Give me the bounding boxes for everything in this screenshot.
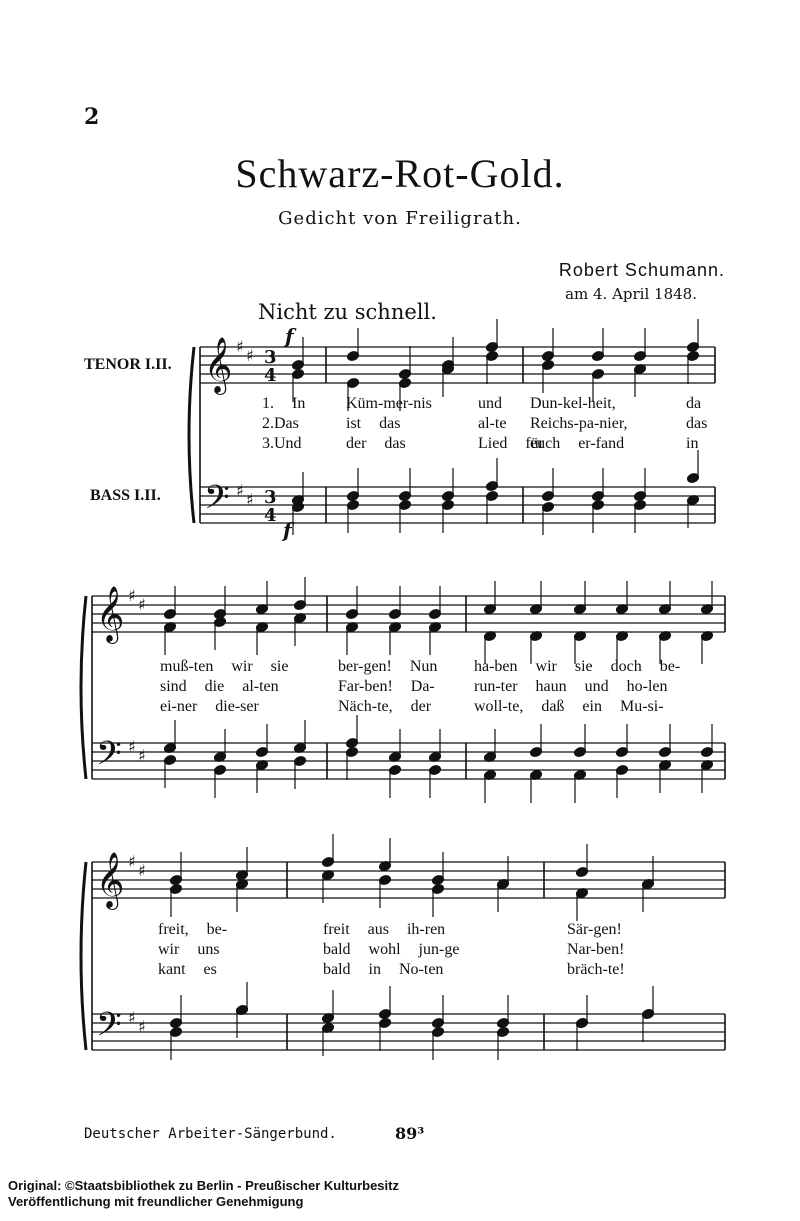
song-title: Schwarz-Rot-Gold. xyxy=(235,151,565,196)
voice-label-tenor: TENOR I.II. xyxy=(84,356,172,373)
key-sharp: ♯ xyxy=(246,346,254,365)
key-sharp: ♯ xyxy=(236,481,244,500)
lyric-syllable: muß-ten wir sie xyxy=(160,658,289,675)
lyric-syllable: freit aus ih-ren xyxy=(323,921,446,938)
lyric-syllable: da xyxy=(686,395,702,412)
lyric-syllable: in xyxy=(686,435,699,452)
tempo-marking: Nicht zu schnell. xyxy=(258,300,437,324)
lyric-syllable: ei-ner die-ser xyxy=(160,698,259,715)
key-sharp: ♯ xyxy=(138,746,146,765)
lyric-syllable: das xyxy=(686,415,708,432)
composer-name: Robert Schumann. xyxy=(558,260,725,280)
lyric-syllable: kant es xyxy=(158,961,217,978)
system-brace xyxy=(81,596,86,779)
key-sharp: ♯ xyxy=(128,852,136,871)
lyric-syllable: woll-te, daß ein Mu-si- xyxy=(474,698,664,715)
key-sharp: ♯ xyxy=(128,1008,136,1027)
dynamic-forte: f xyxy=(283,518,292,542)
lyric-syllable: 3.Und xyxy=(262,435,302,452)
bass-clef: 𝄢 xyxy=(96,1006,122,1052)
treble-clef: 𝄞 xyxy=(96,586,125,642)
dynamic-forte: f xyxy=(285,324,294,348)
bass-clef: 𝄢 xyxy=(204,479,230,525)
lyric-syllable: Far-ben! Da- xyxy=(338,678,435,695)
lyric-syllable: ha-ben wir sie doch be- xyxy=(474,658,681,675)
lyric-syllable: sind die al-ten xyxy=(160,678,279,695)
lyric-syllable: ber-gen! Nun xyxy=(338,658,438,675)
key-sharp: ♯ xyxy=(128,737,136,756)
lyric-syllable: wir uns xyxy=(158,941,220,958)
time-signature: 3 xyxy=(264,347,277,368)
voice-label-bass: BASS I.II. xyxy=(90,487,161,504)
system-brace xyxy=(81,862,86,1050)
lyric-syllable: bald wohl jun-ge xyxy=(323,941,460,958)
page-number: 2 xyxy=(84,104,100,130)
copyright-line-2: Veröffentlichung mit freundlicher Genehmigung xyxy=(8,1194,304,1209)
lyric-syllable: der das xyxy=(346,435,406,452)
lyric-syllable: Nar-ben! xyxy=(567,941,625,958)
lyric-syllable: Reichs-pa-nier, xyxy=(530,415,628,432)
composition-date: am 4. April 1848. xyxy=(565,285,697,303)
time-signature: 4 xyxy=(264,365,277,386)
key-sharp: ♯ xyxy=(128,586,136,605)
edition-number: 89³ xyxy=(395,1124,425,1143)
publisher-footer: Deutscher Arbeiter-Sängerbund. xyxy=(84,1126,337,1142)
lyric-syllable: Näch-te, der xyxy=(338,698,432,715)
time-signature: 4 xyxy=(264,505,277,526)
lyric-syllable: run-ter haun und ho-len xyxy=(474,678,668,695)
key-sharp: ♯ xyxy=(138,595,146,614)
lyric-syllable: Küm-mer-nis xyxy=(346,395,432,412)
treble-clef: 𝄞 xyxy=(204,337,233,393)
lyric-syllable: Dun-kel-heit, xyxy=(530,395,616,412)
lyric-syllable: Lied für xyxy=(478,435,544,452)
lyric-syllable: freit, be- xyxy=(158,921,228,938)
key-sharp: ♯ xyxy=(246,490,254,509)
key-sharp: ♯ xyxy=(138,861,146,880)
treble-clef: 𝄞 xyxy=(96,852,125,908)
time-signature: 3 xyxy=(264,487,277,508)
lyric-syllable: ist das xyxy=(346,415,401,432)
lyric-syllable: und xyxy=(478,395,502,412)
copyright-line-1: Original: ©Staatsbibliothek zu Berlin - Preußischer Kulturbesitz xyxy=(8,1178,399,1193)
lyric-syllable: 1. In xyxy=(262,395,306,412)
lyric-syllable: euch er-fand xyxy=(530,435,625,452)
system-brace xyxy=(189,347,194,523)
key-sharp: ♯ xyxy=(138,1017,146,1036)
lyric-syllable: 2.Das xyxy=(262,415,299,432)
copyright-notice xyxy=(8,1178,399,1210)
lyric-syllable: Sär-gen! xyxy=(567,921,622,938)
lyric-syllable: bräch-te! xyxy=(567,961,625,978)
lyric-syllable: al-te xyxy=(478,415,507,432)
key-sharp: ♯ xyxy=(236,337,244,356)
lyric-syllable: bald in No-ten xyxy=(323,961,444,978)
poem-credit: Gedicht von Freiligrath. xyxy=(278,208,522,229)
bass-clef: 𝄢 xyxy=(96,735,122,781)
